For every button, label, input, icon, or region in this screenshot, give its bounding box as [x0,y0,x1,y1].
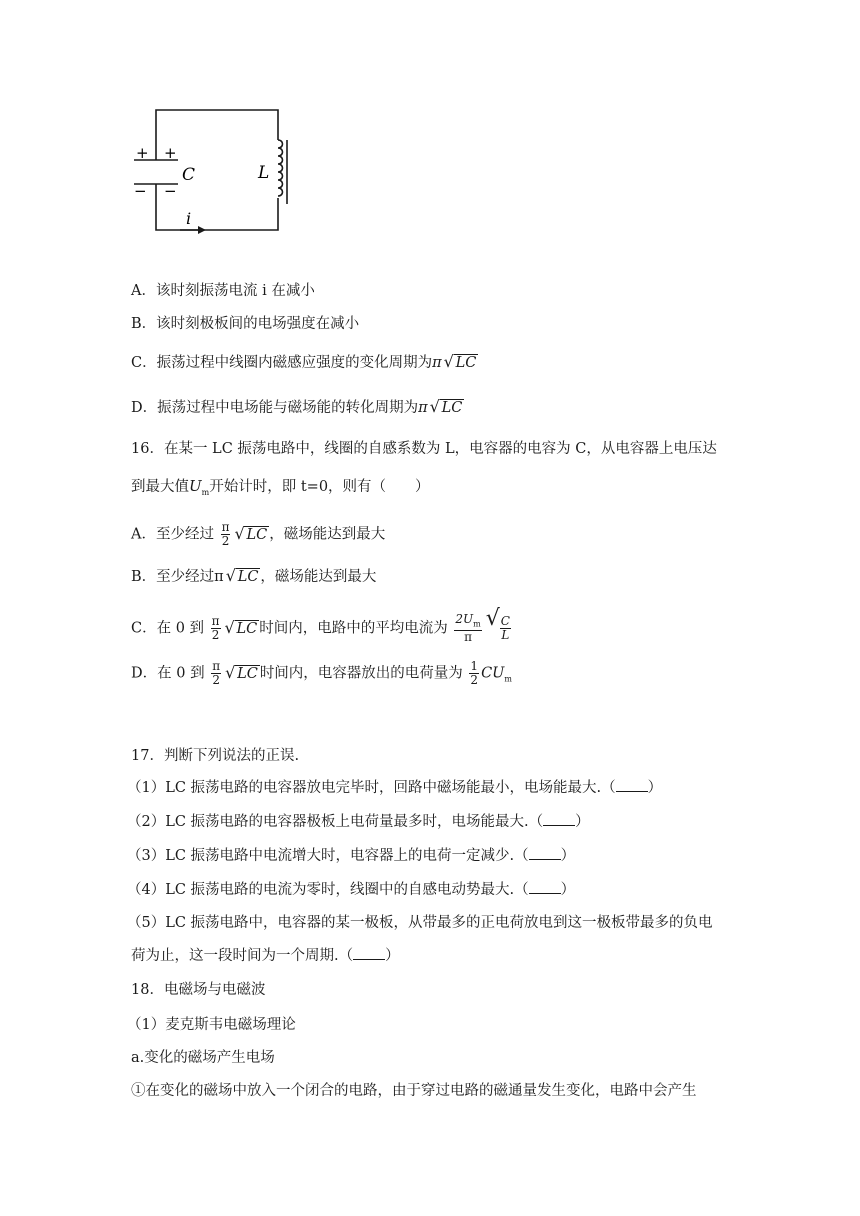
q15-option-a: A．该时刻振荡电流 i 在减小 [131,283,315,299]
q17-item-5-cont: 荷为止，这一段时间为一个周期.（ ） [131,948,400,964]
answer-blank[interactable] [616,779,648,792]
sqrt-lc: √ LC [429,397,463,416]
pi-symbol: π [432,355,442,371]
q15-option-c [131,353,478,373]
q17-title: 17．判断下列说法的正误. [131,748,300,764]
answer-blank[interactable] [529,847,561,860]
current-label: i [186,209,192,228]
q17-item-4: （4）LC 振荡电路的电流为零时，线圈中的自感电动势最大.（ ） [127,882,576,898]
answer-blank[interactable] [353,947,385,960]
lc-circuit-diagram [120,100,310,240]
plus-left: + [136,144,149,162]
q17-item-1: （1）LC 振荡电路的电容器放电完毕时，回路中磁场能最小，电场能最大.（ ） [127,780,663,796]
plus-right: + [164,144,177,162]
q18-subheading-1: （1）麦克斯韦电磁场理论 [127,1017,296,1033]
minus-right: − [164,182,177,200]
q16-stem-line2: 到最大值$U_m$开始计时，即 t=0，则有（ ） [131,477,430,497]
inductor-coil [278,140,283,196]
capacitor-label: C [182,165,196,185]
q16-option-d: D．在 0 到 $\frac{\pi}{2}$ √ LC 时间内，电容器放出的电荷量为 $\frac{1}{2}$ $CU_m$ [131,659,512,687]
q16-stem-line1: 16．在某一 LC 振荡电路中，线圈的自感系数为 L，电容器的电容为 C，从电容器上电压达 [131,441,717,457]
minus-left: − [134,182,147,200]
q17-item-5: （5）LC 振荡电路中，电容器的某一极板，从带最多的正电荷放电到这一极板带最多的负电 [127,915,713,931]
answer-blank[interactable] [543,813,575,826]
inductor-label: L [258,163,270,183]
q18-paragraph-1: ①在变化的磁场中放入一个闭合的电路，由于穿过电路的磁通量发生变化，电路中会产生 [131,1083,697,1099]
q16-option-c: C．在 0 到 $\frac{\pi}{2}$ √ LC 时间内，电路中的平均电流为 $\frac{2U_m}{\pi}$ √ $\frac{C}{L}$ [131,606,510,645]
current-arrow-icon [198,226,206,234]
q15-option-d [131,398,464,418]
q17-item-3: （3）LC 振荡电路中电流增大时，电容器上的电荷一定减少.（ ） [127,848,576,864]
q15-option-d-text: D．振荡过程中电场能与磁场能的转化周期为 [131,400,419,416]
q15-option-c-text: C．振荡过程中线圈内磁感应强度的变化周期为 [131,355,433,371]
q15-option-b: B．该时刻极板间的电场强度在减小 [131,316,360,332]
q16-option-a: A．至少经过 $\frac{\pi}{2}$ √ LC ，磁场能达到最大 [131,520,386,548]
sqrt-lc: √ LC [443,352,477,371]
answer-blank[interactable] [529,881,561,894]
q18-title: 18．电磁场与电磁波 [131,982,266,998]
q16-option-b: B．至少经过π √ LC ，磁场能达到最大 [131,566,377,585]
q17-item-2: （2）LC 振荡电路的电容器极板上电荷量最多时，电场能最大.（ ） [127,814,590,830]
q18-subheading-a: a.变化的磁场产生电场 [131,1050,275,1066]
pi-symbol: π [418,400,428,416]
